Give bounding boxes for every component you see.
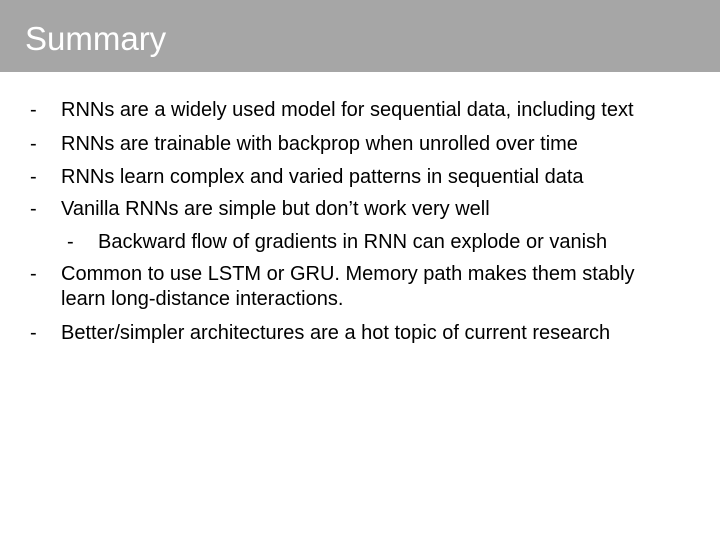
slide-title: Summary (25, 20, 167, 57)
bullet-item: Common to use LSTM or GRU. Memory path makes them stably (61, 263, 635, 285)
bullet-marker: - (30, 133, 37, 155)
bullet-item: Better/simpler architectures are a hot topic of current research (61, 322, 611, 344)
bullet-marker: - (30, 166, 37, 188)
bullet-marker: - (30, 99, 37, 121)
bullet-item: RNNs are trainable with backprop when unrolled over time (61, 133, 578, 155)
bullet-marker: - (30, 322, 37, 344)
bullet-item: Vanilla RNNs are simple but don’t work very well (61, 198, 490, 220)
bullet-item: RNNs learn complex and varied patterns in sequential data (61, 166, 584, 188)
bullet-marker: - (30, 263, 37, 285)
bullet-marker: - (30, 198, 37, 220)
sub-bullet-item: Backward flow of gradients in RNN can explode or vanish (98, 231, 608, 253)
bullet-item-continuation: learn long-distance interactions. (61, 288, 344, 310)
sub-bullet-marker: - (67, 231, 74, 253)
bullet-item: RNNs are a widely used model for sequential data, including text (61, 99, 634, 121)
